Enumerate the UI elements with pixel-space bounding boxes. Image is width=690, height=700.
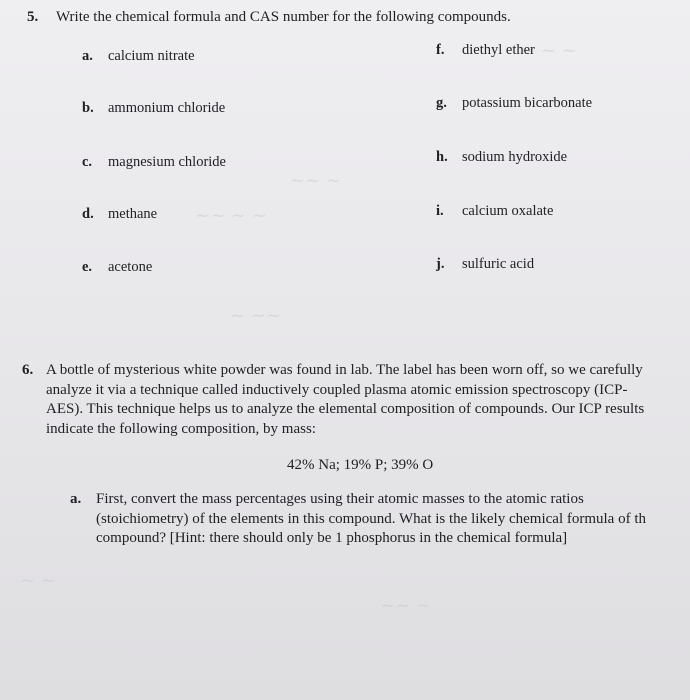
item-text: magnesium chloride [108,154,226,170]
bleed-through-handwriting: ~ ~~ [230,305,281,326]
item-letter: e. [82,259,93,275]
item-letter: g. [436,95,447,111]
question-6-paragraph [46,361,686,439]
list-item [82,48,195,65]
paragraph-line: First, convert the mass percentages using their atomic masses to the atomic ratios [96,491,584,507]
list-item [436,203,553,220]
question-5-prompt: Write the chemical formula and CAS number for the following compounds. [56,9,511,25]
item-text: methane [108,206,158,222]
item-letter: d. [82,206,94,222]
question-6-number: 6. [22,362,34,378]
list-item [82,259,152,276]
paragraph-line: indicate the following composition, by mass: [46,420,316,437]
bleed-through-handwriting: ~ ~ [20,570,56,591]
bleed-through-handwriting: ~~ ~ ~ [195,205,267,226]
list-item [82,206,157,223]
item-letter: a. [82,48,93,64]
item-letter: b. [82,100,94,116]
paragraph-line: compound? [Hint: there should only be 1 phosphorus in the chemical formula] [96,530,568,546]
item-letter: h. [436,149,448,165]
item-text: calcium nitrate [108,48,195,64]
part-a-letter: a. [70,491,82,507]
item-text: ammonium chloride [108,100,226,116]
paragraph-line: AES). This technique helps us to analyze the elemental composition of compounds. Our ICP results [46,401,645,417]
item-text: potassium bicarbonate [462,95,593,111]
item-text: sulfuric acid [462,256,535,272]
list-item [436,95,592,112]
list-item [436,256,534,273]
bleed-through-handwriting: ~~ ~ [290,170,341,191]
item-text: diethyl ether [462,42,535,58]
item-letter: i. [436,203,444,219]
question-5 [27,8,38,27]
bleed-through-handwriting: ~~ ~ [380,595,431,616]
composition-line: 42% Na; 19% P; 39% O [287,457,434,473]
list-item [82,100,225,117]
item-letter: c. [82,154,93,170]
part-a-text [96,490,690,549]
list-item [436,42,535,59]
item-letter: j. [436,256,445,272]
bleed-through-handwriting: ~ ~ ~ [520,40,577,61]
question-number: 5. [27,9,39,25]
paragraph-line: (stoichiometry) of the elements in this compound. What is the likely chemical formula of th [96,510,647,527]
list-item [82,154,226,171]
item-letter: f. [436,42,445,58]
item-text: sodium hydroxide [462,149,568,165]
item-text: acetone [108,259,153,275]
paragraph-line: A bottle of mysterious white powder was found in lab. The label has been worn off, so we carefully [46,362,643,378]
paragraph-line: analyze it via a technique called inductively coupled plasma atomic emission spectroscopy (ICP- [46,381,628,398]
item-text: calcium oxalate [462,203,554,219]
list-item [436,149,567,166]
